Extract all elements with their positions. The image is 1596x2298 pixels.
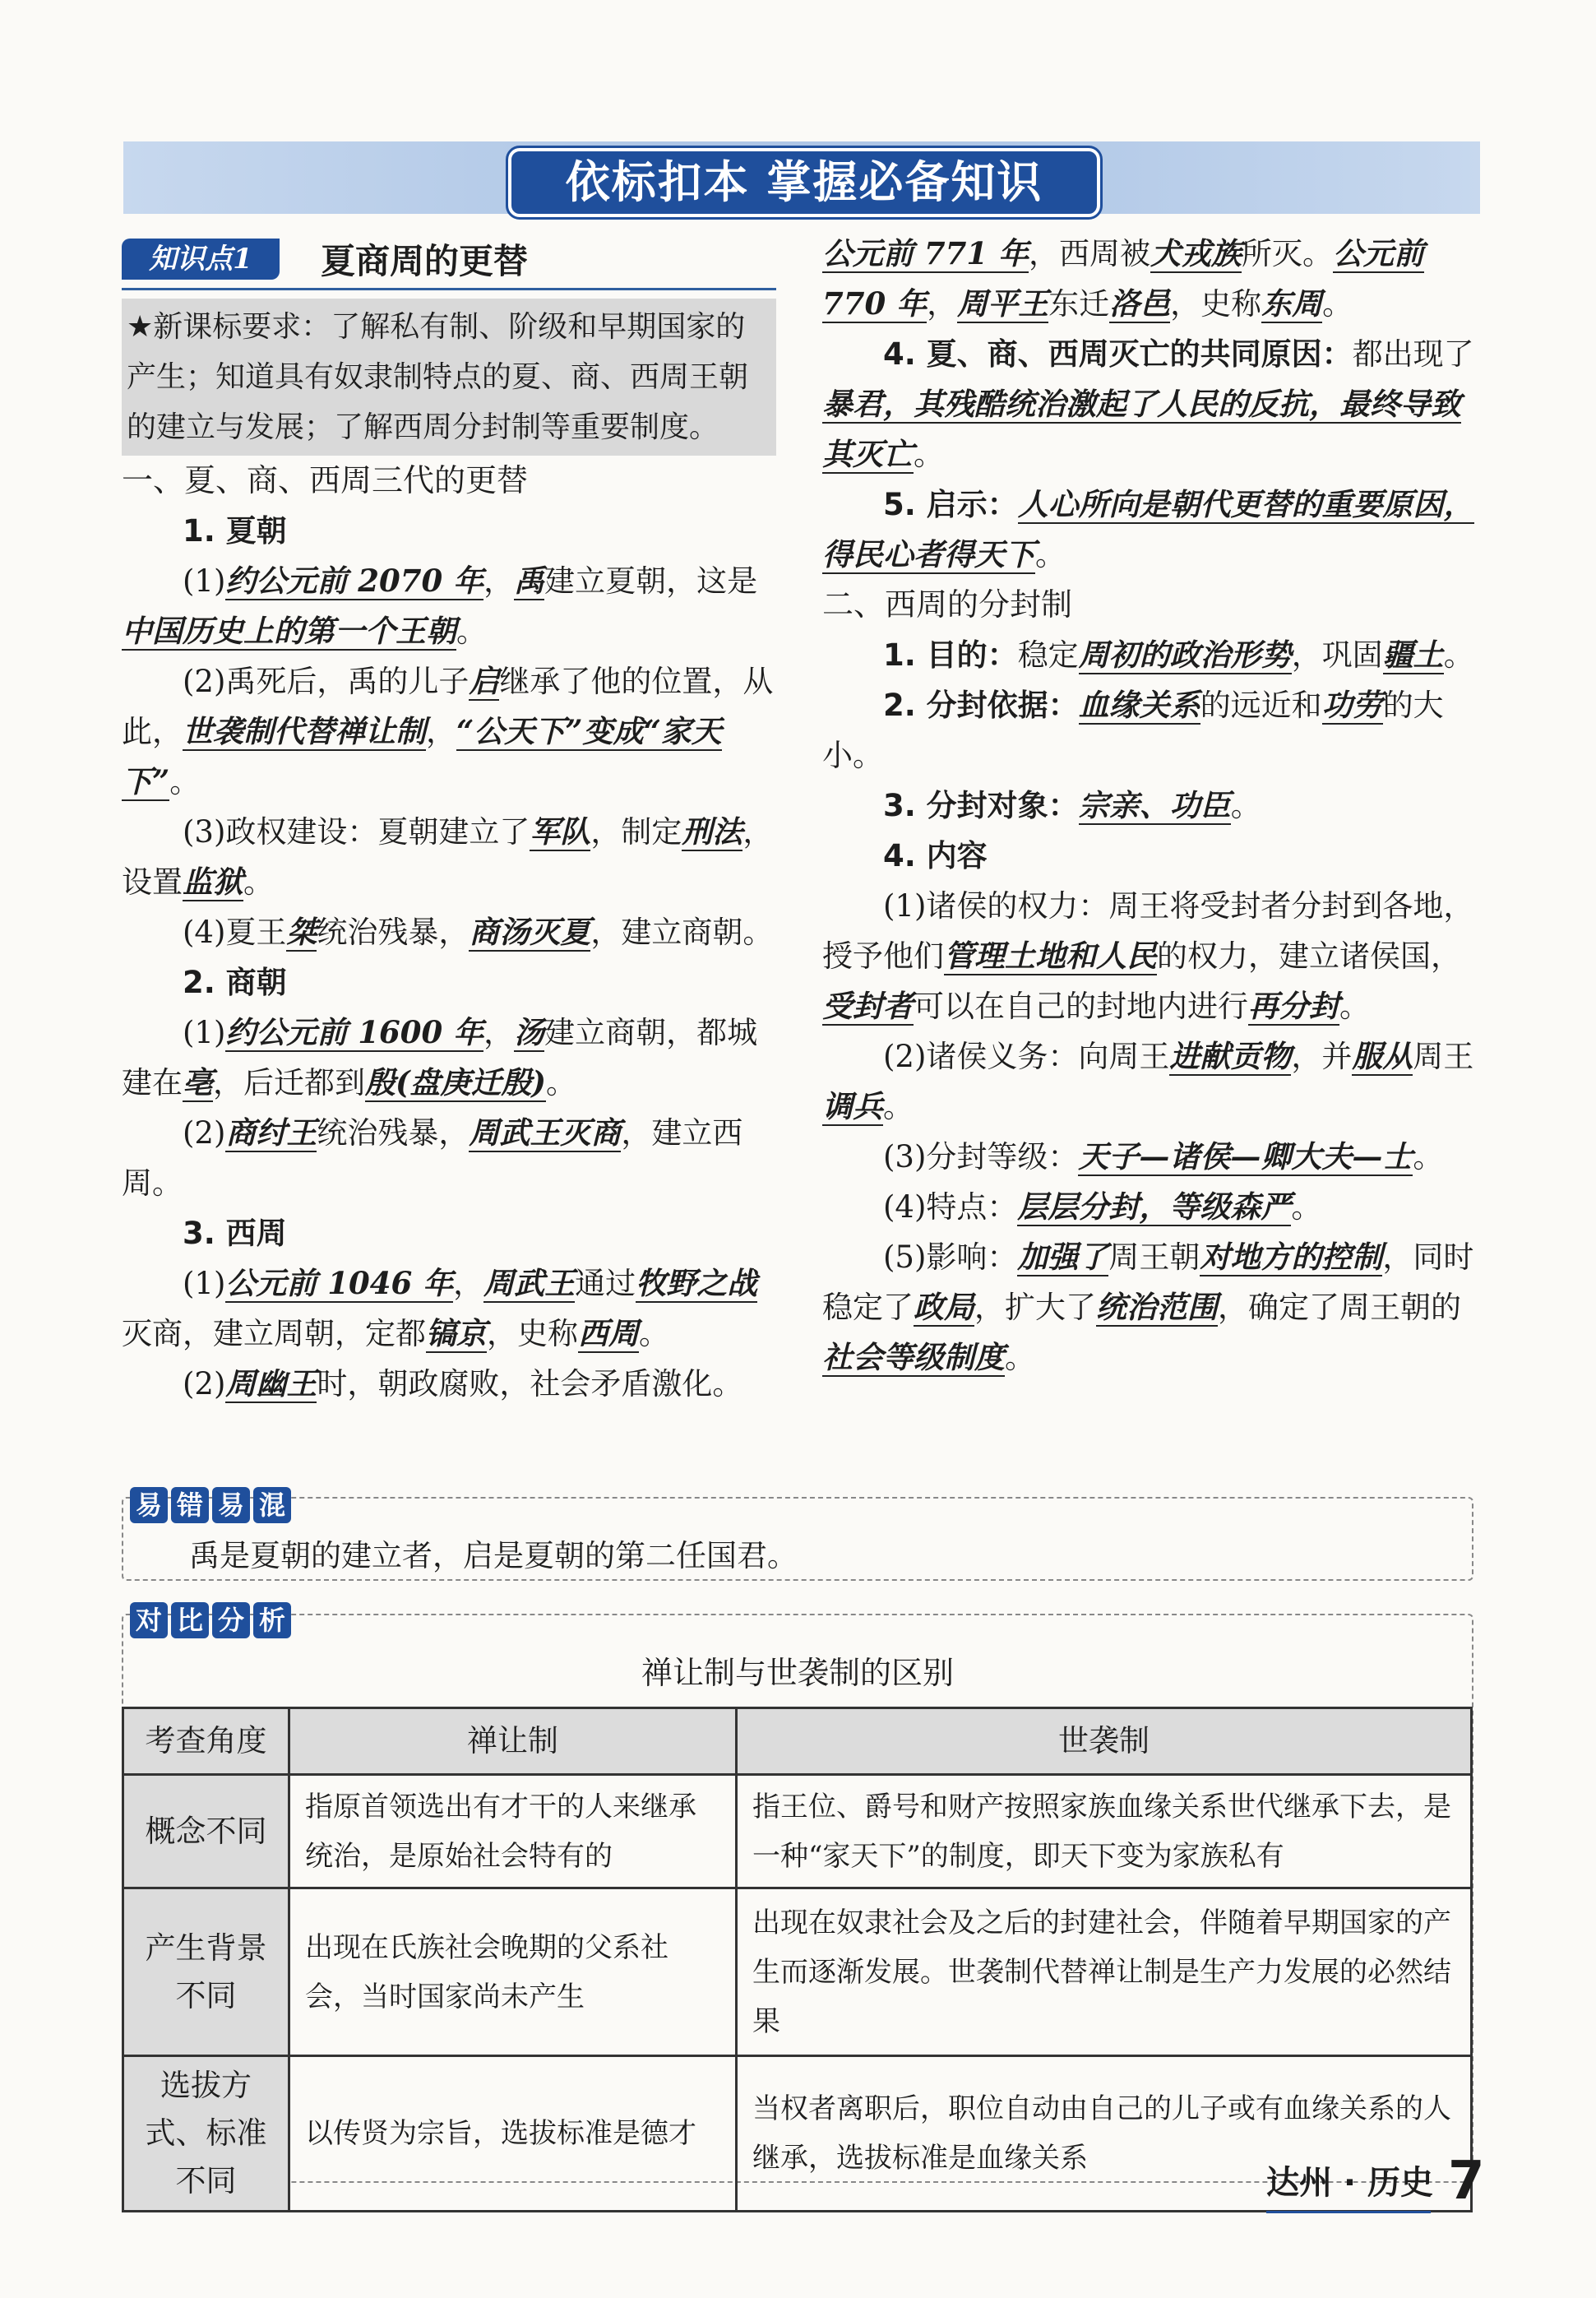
row-header: 选拔方式、标准不同 [123,2056,289,2212]
table-header: 世袭制 [737,1708,1472,1775]
table-cell: 以传贤为宗旨，选拔标准是德才 [289,2056,737,2212]
xizhou-heading: 3. 西周 [183,1216,287,1251]
shang-point-2: (2)商纣王统治残暴，周武王灭商，建立西周。 [122,1114,743,1201]
fengjian-purpose: 1. 目的：稳定周初的政治形势，巩固疆土。 [883,637,1474,673]
table-header: 禅让制 [289,1708,737,1775]
section-heading-1: 一、夏、商、西周三代的更替 [122,462,529,498]
shang-heading: 2. 商朝 [183,965,287,1000]
table-cell: 指王位、爵号和财产按照家族血缘关系世代继承下去，是一种“家天下”的制度，即天下变为家族私有 [737,1775,1472,1888]
compare-table-title: 禅让制与世袭制的区别 [641,1655,954,1691]
shang-point-1: (1)约公元前 1600 年，汤建立商朝，都城建在亳，后迁都到殷(盘庚迁殷)。 [122,1014,758,1100]
page-footer [1266,2151,1485,2212]
easy-mistake-tag: 易 错 易 混 [130,1487,291,1523]
table-cell: 出现在奴隶社会及之后的封建社会，伴随着早期国家的产生而逐渐发展。世袭制代替禅让制是生产力发展的必然结果 [737,1888,1472,2056]
fengjian-content-heading: 4. 内容 [883,838,988,873]
xizhou-point-2: (2)周幽王时，朝政腐败，社会矛盾激化。 [183,1365,743,1402]
fengjian-content-1: (1)诸侯的权力：周王将受封者分封到各地，授予他们管理土地和人民的权力，建立诸侯国，受封者可以在自己的封地内进行再分封。 [822,888,1474,1024]
dongzhou-continuation: 公元前 771 年，西周被犬戎族所灭。公元前 770 年，周平王东迁洛邑，史称东周。 [822,235,1424,322]
section-heading-2: 二、西周的分封制 [822,586,1073,623]
table-header-row [123,1708,1472,1775]
table-cell: 出现在氏族社会晚期的父系社会，当时国家尚未产生 [289,1888,737,2056]
table-cell: 指原首领选出有才干的人来继承统治，是原始社会特有的 [289,1775,737,1888]
knowledge-point-tag: 知识点1 [122,239,280,280]
lesson: 5. 启示：人心所向是朝代更替的重要原因，得民心者得天下。 [822,486,1474,572]
compare-table [122,1707,1473,2212]
fengjian-content-2: (2)诸侯义务：向周王进献贡物，并服从周王调兵。 [822,1038,1474,1124]
xia-point-2: (2)禹死后，禹的儿子启继承了他的位置，从此，世袭制代替禅让制，“公天下”变成“家天下”。 [122,663,774,799]
knowledge-point-title: 夏商周的更替 [321,241,529,281]
right-column [822,229,1480,1383]
xia-point-1: (1)约公元前 2070 年，禹建立夏朝，这是中国历史上的第一个王朝。 [122,563,758,649]
xia-point-4: (4)夏王桀统治残暴，商汤灭夏，建立商朝。 [183,914,774,950]
knowledge-point-header [122,237,776,290]
xia-heading: 1. 夏朝 [183,513,287,549]
compare-tag: 对 比 分 析 [130,1602,291,1638]
easy-mistake-text: 禹是夏朝的建立者，启是夏朝的第二任国君。 [189,1538,798,1573]
curriculum-requirement: ★新课标要求：了解私有制、阶级和早期国家的产生；知道具有奴隶制特点的夏、商、西周王朝的建立与发展；了解西周分封制等重要制度。 [122,299,776,456]
page-number: 7 [1448,2151,1485,2212]
table-row [123,1888,1472,2056]
footer-label: 达州 · 历史 [1266,2164,1434,2202]
xia-point-3: (3)政权建设：夏朝建立了军队，制定刑法，设置监狱。 [122,813,774,900]
row-header: 产生背景不同 [123,1888,289,2056]
fengjian-basis: 2. 分封依据：血缘关系的远近和功劳的大小。 [822,687,1444,773]
fengjian-content-3: (3)分封等级：天子—诸侯—卿大夫—士。 [883,1138,1444,1174]
row-header: 概念不同 [123,1775,289,1888]
left-column [122,237,776,1409]
fengjian-content-4: (4)特点：层层分封，等级森严。 [883,1188,1322,1225]
table-header: 考查角度 [123,1708,289,1775]
section-banner-title: 依标扣本 掌握必备知识 [508,148,1100,217]
table-row [123,1775,1472,1888]
table-cell: 当权者离职后，职位自动由自己的儿子或有血缘关系的人继承，选拔标准是血缘关系 [737,2056,1472,2212]
fengjian-targets: 3. 分封对象：宗亲、功臣。 [883,787,1261,823]
xizhou-point-1: (1)公元前 1046 年，周武王通过牧野之战灭商，建立周朝，定都镐京，史称西周。 [122,1265,758,1351]
common-cause: 4. 夏、商、西周灭亡的共同原因：都出现了暴君，其残酷统治激起了人民的反抗，最终导致其灭亡。 [822,336,1474,472]
footer-underline [1266,2211,1431,2213]
fengjian-content-5: (5)影响：加强了周王朝对地方的控制，同时稳定了政局，扩大了统治范围，确定了周王朝的社会等级制度。 [822,1239,1474,1375]
